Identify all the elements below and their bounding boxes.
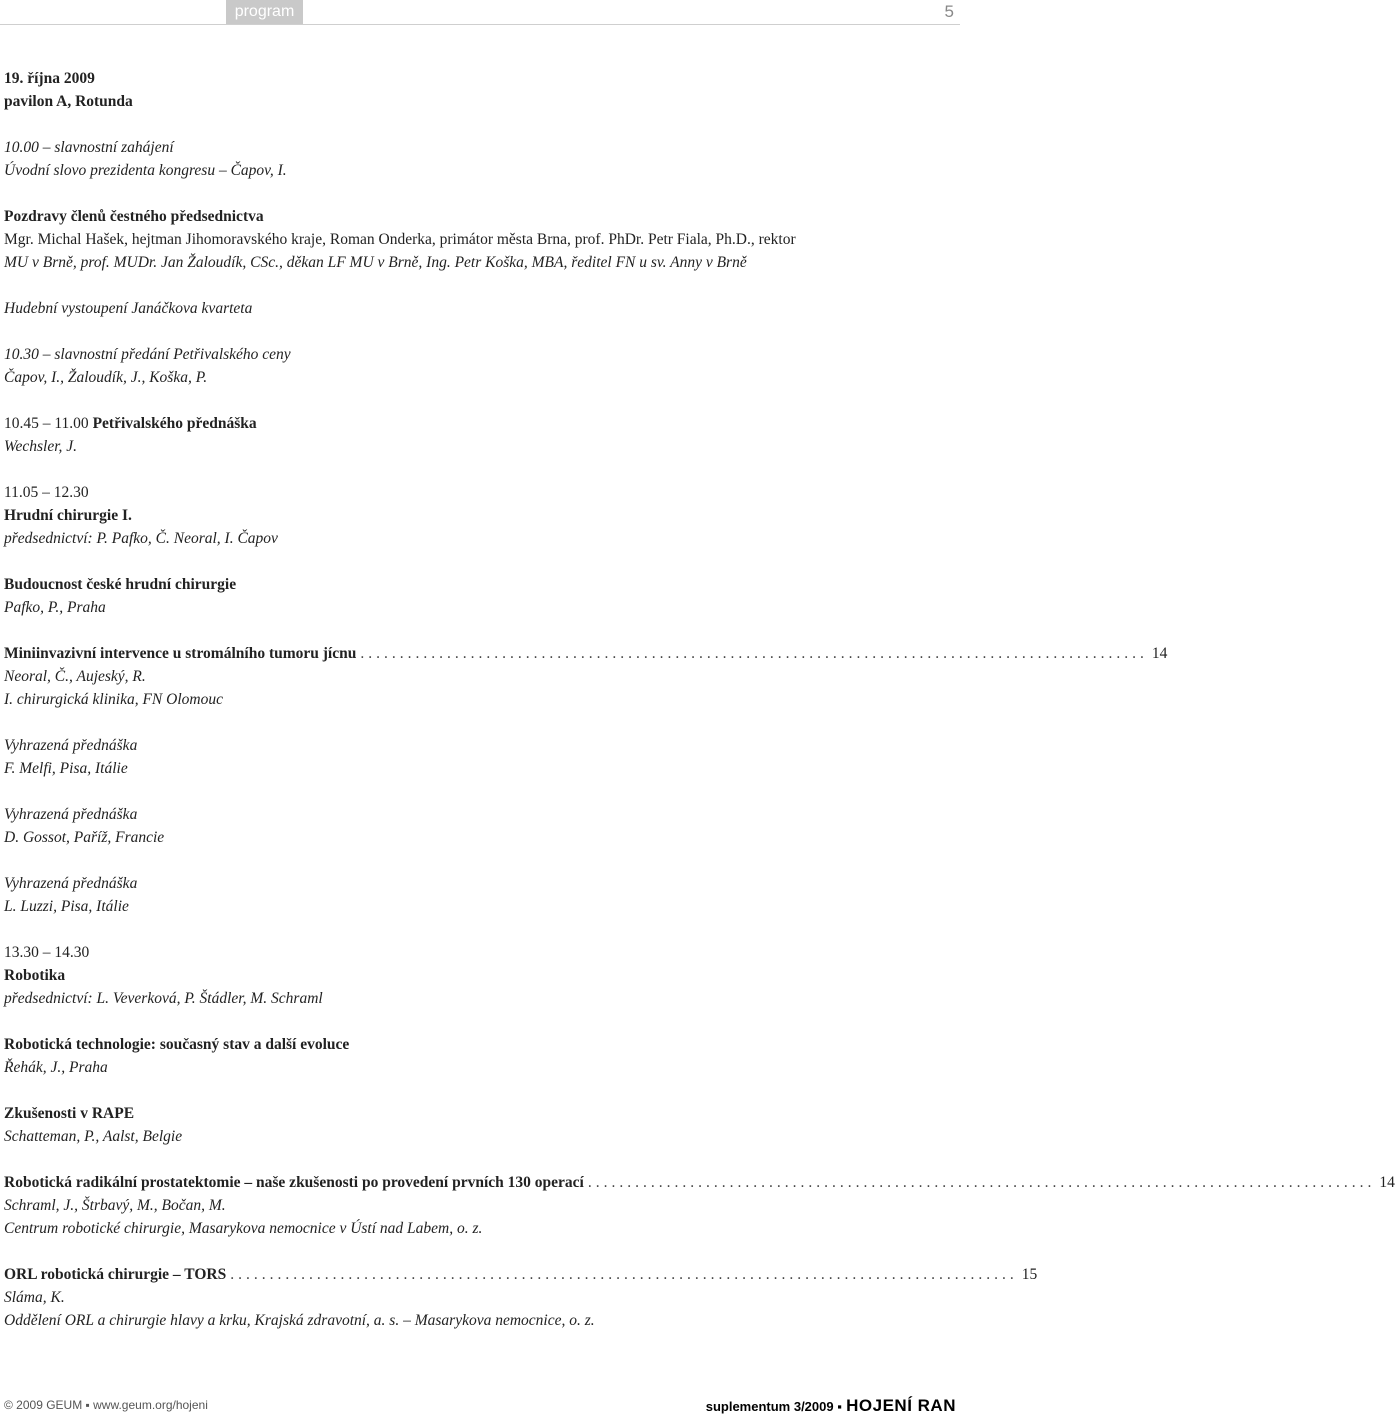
talk-authors: Neoral, Č., Aujeský, R. [4,668,146,685]
page-number: 5 [944,2,954,21]
session-2-title: Robotika [4,967,66,984]
talk-author: Schatteman, P., Aalst, Belgie [4,1128,183,1145]
lecture-heading [4,412,956,435]
session-2-time: 13.30 – 14.30 [4,944,90,961]
talk-authors: Sláma, K. [4,1289,65,1306]
session-2-chairs: předsednictví: L. Veverková, P. Štádler, M. Schraml [4,990,323,1007]
lecture-title: Petřivalského přednáška [92,415,257,432]
talk-affiliation: I. chirurgická klinika, FN Olomouc [4,691,223,708]
section-tab: program [226,0,303,24]
award-ceremony-title: 10.30 – slavnostní předání Petřivalského ceny [4,346,291,363]
talk-author: Pafko, P., Praha [4,599,106,616]
award-ceremony-people: Čapov, I., Žaloudík, J., Koška, P. [4,369,208,386]
reserved-lecture-title: Vyhrazená přednáška [4,806,138,823]
opening-speech: Úvodní slovo prezidenta kongresu – Čapov, I. [4,162,287,179]
page-header [0,0,960,26]
opening-time: 10.00 – slavnostní zahájení [4,139,174,156]
talk-title: Robotická technologie: současný stav a další evoluce [4,1036,350,1053]
footer-supplement: suplementum 3/2009 ▪ [705,1399,842,1414]
header-rule [0,24,960,25]
lecture-speaker: Wechsler, J. [4,438,78,455]
talk-page-ref: 15 [1021,1266,1038,1283]
greetings-line-2: MU v Brně, prof. MUDr. Jan Žaloudík, CSc., děkan LF MU v Brně, Ing. Petr Koška, MBA, ředitel FN u sv. Anny v Brně [4,254,747,271]
journal-title: HOJENÍ RAN [846,1396,956,1415]
leader-dots: .................................................................................................... [587,1174,1376,1191]
footer-journal [706,1396,956,1416]
lecture-time: 10.45 – 11.00 [4,415,89,432]
reserved-lecture-title: Vyhrazená přednáška [4,875,138,892]
session-1-title: Hrudní chirurgie I. [4,507,132,524]
talk-title-row [4,642,1168,665]
reserved-lecture-speaker: D. Gossot, Paříž, Francie [4,829,165,846]
talk-title-row [4,1171,1395,1194]
talk-title: ORL robotická chirurgie – TORS [4,1266,227,1283]
reserved-lecture-title: Vyhrazená přednáška [4,737,138,754]
talk-authors: Schraml, J., Štrbavý, M., Bočan, M. [4,1197,226,1214]
talk-title: Robotická radikální prostatektomie – naše zkušenosti po provedení prvních 130 operací [4,1174,584,1191]
reserved-lecture-speaker: L. Luzzi, Pisa, Itálie [4,898,129,915]
session-1-time: 11.05 – 12.30 [4,484,89,501]
talk-affiliation: Centrum robotické chirurgie, Masarykova nemocnice v Ústí nad Labem, o. z. [4,1220,483,1237]
page-footer [0,1396,960,1416]
talk-author: Řehák, J., Praha [4,1059,108,1076]
date-heading: 19. října 2009 [4,70,95,87]
footer-copyright: © 2009 GEUM ▪ www.geum.org/hojeni [4,1398,208,1412]
greetings-line-1: Mgr. Michal Hašek, hejtman Jihomoravského kraje, Roman Onderka, primátor města Brna, prof. PhDr. Petr Fiala, Ph.D., rektor [4,231,796,248]
talk-page-ref: 14 [1379,1174,1395,1191]
leader-dots: .................................................................................................... [360,645,1148,662]
talk-page-ref: 14 [1151,645,1168,662]
program-content [4,67,1395,1332]
talk-title: Zkušenosti v RAPE [4,1105,135,1122]
talk-title: Budoucnost české hrudní chirurgie [4,576,237,593]
music-performance: Hudební vystoupení Janáčkova kvarteta [4,300,253,317]
venue-heading: pavilon A, Rotunda [4,93,133,110]
talk-title: Miniinvazivní intervence u stromálního tumoru jícnu [4,645,357,662]
leader-dots: .................................................................................................... [230,1266,1018,1283]
talk-affiliation: Oddělení ORL a chirurgie hlavy a krku, Krajská zdravotní, a. s. – Masarykova nemocnice, o. z. [4,1312,595,1329]
talk-title-row [4,1263,1038,1286]
session-1-chairs: předsednictví: P. Pafko, Č. Neoral, I. Čapov [4,530,278,547]
reserved-lecture-speaker: F. Melfi, Pisa, Itálie [4,760,128,777]
greetings-title: Pozdravy členů čestného předsednictva [4,208,264,225]
